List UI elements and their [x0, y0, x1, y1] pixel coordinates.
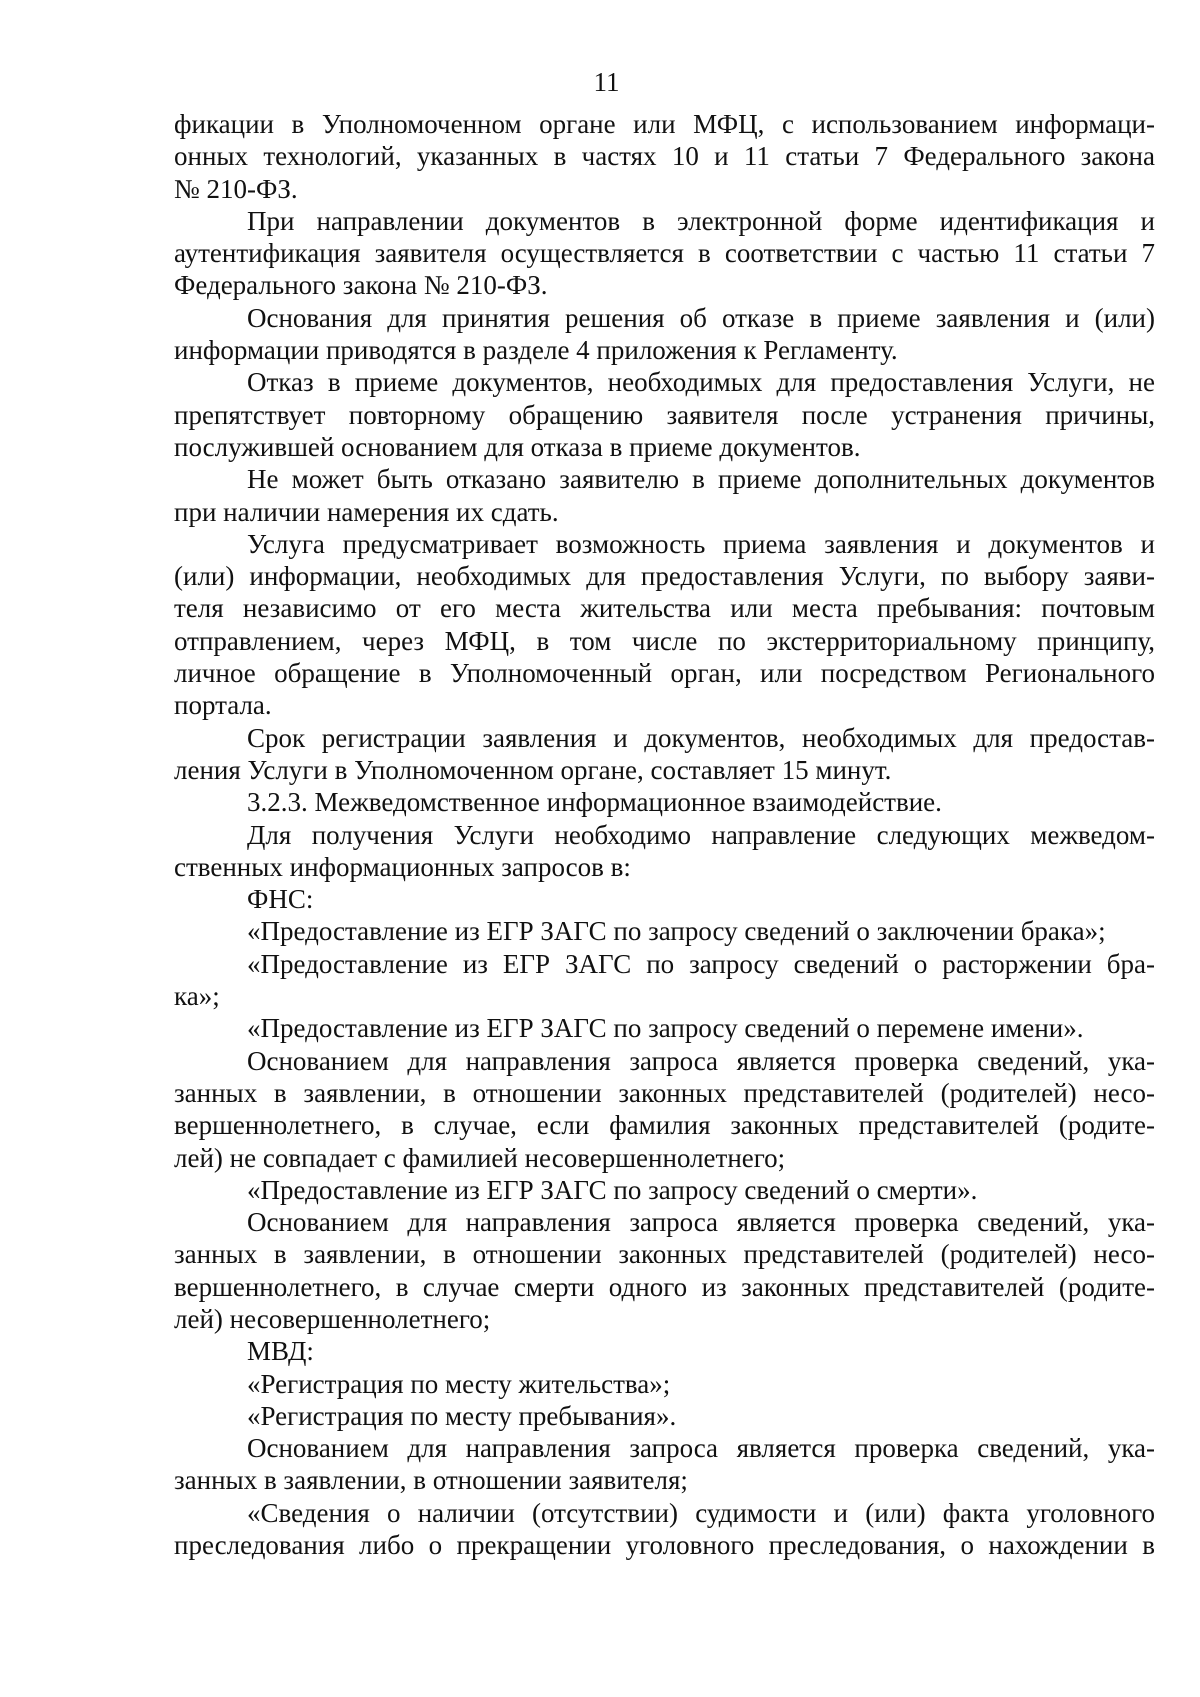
- text-line: вершеннолетнего, в случае смерти одного из законных представителей (родите-: [174, 1271, 1155, 1302]
- text-line: преследования либо о прекращении уголовного преследования, о нахождении в: [174, 1530, 1155, 1561]
- text-line: «Предоставление из ЕГР ЗАГС по запросу сведений о расторжении бра-: [247, 948, 1155, 979]
- text-line: послужившей основанием для отказа в приеме документов.: [174, 431, 861, 462]
- text-line: фикации в Уполномоченном органе или МФЦ, с использованием информаци-: [174, 109, 1155, 139]
- text-line: «Предоставление из ЕГР ЗАГС по запросу сведений о смерти».: [247, 1174, 978, 1205]
- text-line: Основанием для направления запроса является проверка сведений, ука-: [247, 1433, 1155, 1464]
- text-line: онных технологий, указанных в частях 10 и 11 статьи 7 Федерального закона: [174, 141, 1155, 172]
- text-line: Услуга предусматривает возможность приема заявления и документов и: [247, 528, 1155, 559]
- text-line: ственных информационных запросов в:: [174, 851, 631, 882]
- text-line: МВД:: [247, 1336, 314, 1367]
- text-line: занных в заявлении, в отношении заявителя;: [174, 1465, 688, 1496]
- text-line: занных в заявлении, в отношении законных представителей (родителей) несо-: [174, 1239, 1155, 1270]
- text-line: портала.: [174, 690, 272, 721]
- text-line: «Регистрация по месту пребывания».: [247, 1400, 677, 1431]
- text-line: «Регистрация по месту жительства»;: [247, 1368, 671, 1399]
- text-line: 3.2.3. Межведомственное информационное взаимодействие.: [247, 787, 942, 818]
- text-line: (или) информации, необходимых для предоставления Услуги, по выбору заяви-: [174, 561, 1155, 592]
- text-line: личное обращение в Уполномоченный орган, или посредством Регионального: [174, 658, 1155, 689]
- text-line: Не может быть отказано заявителю в приеме дополнительных документов: [247, 464, 1155, 495]
- document-body: [174, 108, 1155, 1561]
- text-line: отправлением, через МФЦ, в том числе по экстерриториальному принципу,: [174, 625, 1155, 656]
- text-line: лей) несовершеннолетнего;: [174, 1303, 491, 1334]
- text-line: ления Услуги в Уполномоченном органе, составляет 15 минут.: [174, 754, 892, 785]
- text-line: Основанием для направления запроса является проверка сведений, ука-: [247, 1207, 1155, 1238]
- text-line: теля независимо от его места жительства или места пребывания: почтовым: [174, 593, 1155, 624]
- text-line: При направлении документов в электронной форме идентификация и: [247, 205, 1155, 236]
- text-line: при наличии намерения их сдать.: [174, 496, 559, 527]
- text-line: ФНС:: [247, 884, 314, 915]
- text-line: «Сведения о наличии (отсутствии) судимости и (или) факта уголовного: [247, 1497, 1155, 1528]
- text-line: Отказ в приеме документов, необходимых для предоставления Услуги, не: [247, 367, 1155, 398]
- text-line: «Предоставление из ЕГР ЗАГС по запросу сведений о перемене имени».: [247, 1013, 1084, 1044]
- text-line: Для получения Услуги необходимо направление следующих межведом-: [247, 819, 1155, 850]
- text-line: Федерального закона № 210-ФЗ.: [174, 270, 548, 301]
- text-line: вершеннолетнего, в случае, если фамилия законных представителей (родите-: [174, 1110, 1155, 1141]
- text-line: занных в заявлении, в отношении законных представителей (родителей) несо-: [174, 1077, 1155, 1108]
- text-line: информации приводятся в разделе 4 приложения к Регламенту.: [174, 335, 898, 366]
- text-line: «Предоставление из ЕГР ЗАГС по запросу сведений о заключении брака»;: [247, 916, 1106, 947]
- page-number: 11: [593, 67, 620, 97]
- text-line: Основания для принятия решения об отказе в приеме заявления и (или): [247, 302, 1155, 333]
- text-line: № 210-ФЗ.: [174, 173, 298, 204]
- text-line: аутентификация заявителя осуществляется в соответствии с частью 11 статьи 7: [174, 238, 1155, 269]
- text-line: лей) не совпадает с фамилией несовершеннолетнего;: [174, 1142, 786, 1173]
- text-line: Основанием для направления запроса является проверка сведений, ука-: [247, 1045, 1155, 1076]
- text-line: Срок регистрации заявления и документов, необходимых для предостав-: [247, 722, 1155, 753]
- text-line: препятствует повторному обращению заявителя после устранения причины,: [174, 399, 1155, 430]
- text-line: ка»;: [174, 981, 220, 1012]
